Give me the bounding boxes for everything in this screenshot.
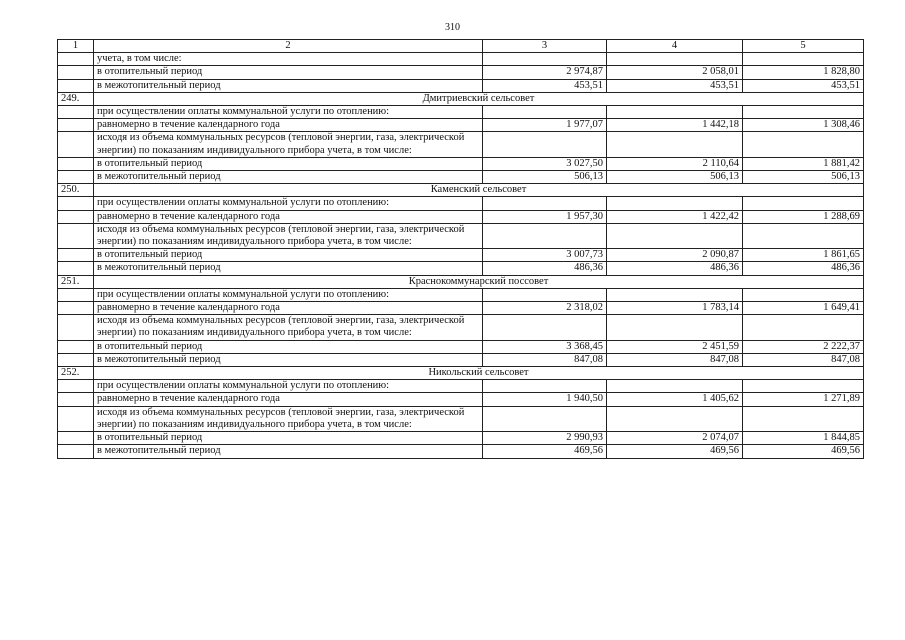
- value-cell-col3: 506,13: [483, 171, 607, 184]
- row-label: в отопительный период: [94, 249, 483, 262]
- row-number-cell: [58, 445, 94, 458]
- value-cell-col5: 1 271,89: [743, 393, 864, 406]
- row-number-cell: [58, 340, 94, 353]
- value-cell-col4: 2 090,87: [607, 249, 743, 262]
- table-row: [58, 445, 864, 458]
- row-label: равномерно в течение календарного года: [94, 302, 483, 315]
- value-cell-col3: [483, 132, 607, 157]
- value-cell-col3: 2 990,93: [483, 432, 607, 445]
- value-cell-col4: [607, 406, 743, 431]
- table-row: [58, 262, 864, 275]
- value-cell-col4: 2 110,64: [607, 157, 743, 170]
- value-cell-col4: [607, 315, 743, 340]
- value-cell-col5: [743, 132, 864, 157]
- row-label: в межотопительный период: [94, 353, 483, 366]
- value-cell-col5: 453,51: [743, 79, 864, 92]
- column-header-3: 3: [483, 40, 607, 53]
- section-title: Краснокоммунарский поссовет: [94, 275, 864, 288]
- value-cell-col4: 1 405,62: [607, 393, 743, 406]
- row-label: исходя из объема коммунальных ресурсов (тепловой энергии, газа, электрической энергии) по показаниям индивидуального прибора учета, в том числе:: [94, 406, 483, 431]
- row-label: в межотопительный период: [94, 171, 483, 184]
- value-cell-col4: 2 451,59: [607, 340, 743, 353]
- value-cell-col4: [607, 53, 743, 66]
- tariff-table-body: [58, 40, 864, 459]
- value-cell-col3: [483, 406, 607, 431]
- table-row: [58, 132, 864, 157]
- value-cell-col4: [607, 132, 743, 157]
- section-number: 252.: [58, 367, 94, 380]
- value-cell-col4: [607, 223, 743, 248]
- value-cell-col3: 486,36: [483, 262, 607, 275]
- value-cell-col5: [743, 315, 864, 340]
- row-number-cell: [58, 223, 94, 248]
- value-cell-col3: 469,56: [483, 445, 607, 458]
- table-row: [58, 53, 864, 66]
- row-label: равномерно в течение календарного года: [94, 119, 483, 132]
- row-number-cell: [58, 132, 94, 157]
- value-cell-col3: 2 318,02: [483, 302, 607, 315]
- table-row: [58, 249, 864, 262]
- row-label: в межотопительный период: [94, 262, 483, 275]
- section-number: 250.: [58, 184, 94, 197]
- value-cell-col5: 506,13: [743, 171, 864, 184]
- row-label: равномерно в течение календарного года: [94, 393, 483, 406]
- row-number-cell: [58, 53, 94, 66]
- value-cell-col5: 1 308,46: [743, 119, 864, 132]
- row-number-cell: [58, 171, 94, 184]
- value-cell-col3: [483, 53, 607, 66]
- value-cell-col4: 1 783,14: [607, 302, 743, 315]
- value-cell-col5: [743, 197, 864, 210]
- section-row: [58, 92, 864, 105]
- value-cell-col4: 847,08: [607, 353, 743, 366]
- row-label: в отопительный период: [94, 66, 483, 79]
- row-number-cell: [58, 210, 94, 223]
- value-cell-col3: [483, 197, 607, 210]
- value-cell-col5: 1 881,42: [743, 157, 864, 170]
- value-cell-col5: 1 828,80: [743, 66, 864, 79]
- table-row: [58, 406, 864, 431]
- section-title: Дмитриевский сельсовет: [94, 92, 864, 105]
- value-cell-col3: 1 940,50: [483, 393, 607, 406]
- value-cell-col5: [743, 106, 864, 119]
- value-cell-col5: [743, 380, 864, 393]
- value-cell-col3: 1 977,07: [483, 119, 607, 132]
- value-cell-col3: [483, 288, 607, 301]
- value-cell-col5: 469,56: [743, 445, 864, 458]
- row-number-cell: [58, 406, 94, 431]
- value-cell-col3: [483, 106, 607, 119]
- table-header-row: [58, 40, 864, 53]
- value-cell-col3: 3 368,45: [483, 340, 607, 353]
- table-row: [58, 302, 864, 315]
- value-cell-col5: [743, 53, 864, 66]
- value-cell-col4: [607, 197, 743, 210]
- row-label: исходя из объема коммунальных ресурсов (тепловой энергии, газа, электрической энергии) по показаниям индивидуального прибора учета, в том числе:: [94, 132, 483, 157]
- value-cell-col4: 2 058,01: [607, 66, 743, 79]
- table-row: [58, 157, 864, 170]
- table-row: [58, 119, 864, 132]
- table-row: [58, 210, 864, 223]
- page-number: 310: [445, 22, 460, 33]
- row-label: при осуществлении оплаты коммунальной услуги по отоплению:: [94, 288, 483, 301]
- value-cell-col4: 1 442,18: [607, 119, 743, 132]
- row-number-cell: [58, 302, 94, 315]
- row-number-cell: [58, 432, 94, 445]
- table-row: [58, 315, 864, 340]
- value-cell-col4: 453,51: [607, 79, 743, 92]
- row-label: исходя из объема коммунальных ресурсов (тепловой энергии, газа, электрической энергии) по показаниям индивидуального прибора учета, в том числе:: [94, 315, 483, 340]
- table-row: [58, 79, 864, 92]
- column-header-2: 2: [94, 40, 483, 53]
- section-number: 251.: [58, 275, 94, 288]
- value-cell-col5: 2 222,37: [743, 340, 864, 353]
- value-cell-col4: 506,13: [607, 171, 743, 184]
- value-cell-col5: 1 844,85: [743, 432, 864, 445]
- tariff-table: [57, 39, 864, 459]
- value-cell-col3: 453,51: [483, 79, 607, 92]
- row-label: в отопительный период: [94, 157, 483, 170]
- row-number-cell: [58, 353, 94, 366]
- section-row: [58, 184, 864, 197]
- table-row: [58, 288, 864, 301]
- row-number-cell: [58, 79, 94, 92]
- value-cell-col3: [483, 380, 607, 393]
- table-row: [58, 223, 864, 248]
- value-cell-col3: [483, 315, 607, 340]
- row-label: учета, в том числе:: [94, 53, 483, 66]
- value-cell-col4: [607, 288, 743, 301]
- value-cell-col5: 1 649,41: [743, 302, 864, 315]
- table-row: [58, 393, 864, 406]
- row-number-cell: [58, 197, 94, 210]
- section-title: Никольский сельсовет: [94, 367, 864, 380]
- row-number-cell: [58, 288, 94, 301]
- row-label: при осуществлении оплаты коммунальной услуги по отоплению:: [94, 197, 483, 210]
- row-number-cell: [58, 393, 94, 406]
- value-cell-col4: 486,36: [607, 262, 743, 275]
- row-label: в межотопительный период: [94, 445, 483, 458]
- row-number-cell: [58, 119, 94, 132]
- row-number-cell: [58, 249, 94, 262]
- value-cell-col5: [743, 223, 864, 248]
- value-cell-col5: [743, 406, 864, 431]
- row-label: при осуществлении оплаты коммунальной услуги по отоплению:: [94, 106, 483, 119]
- value-cell-col4: [607, 380, 743, 393]
- value-cell-col3: [483, 223, 607, 248]
- value-cell-col3: 1 957,30: [483, 210, 607, 223]
- table-row: [58, 380, 864, 393]
- table-row: [58, 340, 864, 353]
- value-cell-col5: 1 861,65: [743, 249, 864, 262]
- row-number-cell: [58, 380, 94, 393]
- section-row: [58, 275, 864, 288]
- table-row: [58, 197, 864, 210]
- row-label: в отопительный период: [94, 340, 483, 353]
- value-cell-col5: 486,36: [743, 262, 864, 275]
- row-number-cell: [58, 106, 94, 119]
- value-cell-col3: 3 027,50: [483, 157, 607, 170]
- row-label: при осуществлении оплаты коммунальной услуги по отоплению:: [94, 380, 483, 393]
- row-label: в отопительный период: [94, 432, 483, 445]
- table-row: [58, 66, 864, 79]
- value-cell-col3: 3 007,73: [483, 249, 607, 262]
- value-cell-col5: 847,08: [743, 353, 864, 366]
- table-row: [58, 171, 864, 184]
- value-cell-col4: 1 422,42: [607, 210, 743, 223]
- row-label: равномерно в течение календарного года: [94, 210, 483, 223]
- column-header-4: 4: [607, 40, 743, 53]
- table-row: [58, 106, 864, 119]
- value-cell-col3: 2 974,87: [483, 66, 607, 79]
- row-number-cell: [58, 66, 94, 79]
- column-header-1: 1: [58, 40, 94, 53]
- section-row: [58, 367, 864, 380]
- row-label: в межотопительный период: [94, 79, 483, 92]
- value-cell-col4: 2 074,07: [607, 432, 743, 445]
- table-row: [58, 353, 864, 366]
- row-label: исходя из объема коммунальных ресурсов (тепловой энергии, газа, электрической энергии) по показаниям индивидуального прибора учета, в том числе:: [94, 223, 483, 248]
- value-cell-col4: [607, 106, 743, 119]
- row-number-cell: [58, 157, 94, 170]
- value-cell-col5: 1 288,69: [743, 210, 864, 223]
- section-number: 249.: [58, 92, 94, 105]
- value-cell-col5: [743, 288, 864, 301]
- section-title: Каменский сельсовет: [94, 184, 864, 197]
- value-cell-col3: 847,08: [483, 353, 607, 366]
- row-number-cell: [58, 315, 94, 340]
- value-cell-col4: 469,56: [607, 445, 743, 458]
- column-header-5: 5: [743, 40, 864, 53]
- row-number-cell: [58, 262, 94, 275]
- table-row: [58, 432, 864, 445]
